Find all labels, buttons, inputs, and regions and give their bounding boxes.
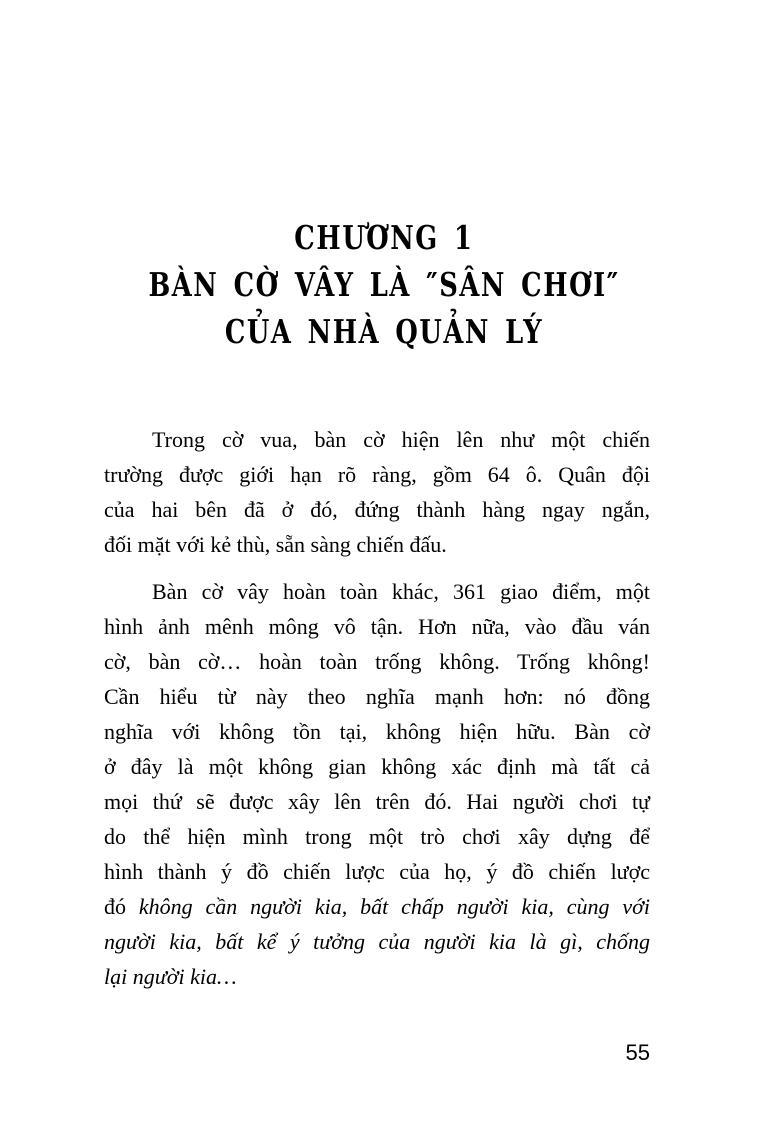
body-line — [104, 609, 650, 644]
body-text-segment: trường được giới hạn rõ ràng, gồm 64 ô. Quân đội — [104, 462, 650, 487]
chapter-title — [0, 214, 768, 355]
body-line — [104, 574, 650, 609]
body-text — [104, 422, 650, 994]
chapter-title-line — [0, 261, 768, 308]
body-text-segment: ở đây là một không gian không xác định mà tất cả — [104, 754, 650, 779]
body-line — [104, 924, 650, 959]
body-line — [104, 749, 650, 784]
body-line — [104, 959, 650, 994]
chapter-title-line — [0, 308, 768, 355]
body-text-segment: Trong cờ vua, bàn cờ hiện lên như một chiến — [152, 427, 650, 452]
body-text-italic: người kia, bất kể ý tưởng của người kia là gì, chống — [104, 929, 650, 954]
body-line — [104, 457, 650, 492]
chapter-title-text: BÀN CỜ VÂY LÀ ″SÂN CHƠI″ — [148, 265, 620, 304]
body-line — [104, 422, 650, 457]
body-line — [104, 527, 650, 562]
paragraph — [104, 574, 650, 994]
body-line — [104, 492, 650, 527]
body-line — [104, 784, 650, 819]
body-text-segment: hình thành ý đồ chiến lược của họ, ý đồ chiến lược — [104, 859, 650, 884]
body-text-segment: hình ảnh mênh mông vô tận. Hơn nữa, vào đầu ván — [104, 614, 650, 639]
body-text-segment: đó — [104, 894, 139, 919]
body-line — [104, 644, 650, 679]
body-line — [104, 819, 650, 854]
body-text-segment: cờ, bàn cờ… hoàn toàn trống không. Trống không! — [104, 649, 650, 674]
chapter-title-line — [0, 214, 768, 261]
page-number: 55 — [625, 1040, 650, 1065]
body-text-segment: Cần hiểu từ này theo nghĩa mạnh hơn: nó đồng — [104, 684, 650, 709]
body-text-segment: đối mặt với kẻ thù, sẵn sàng chiến đấu. — [104, 532, 447, 557]
chapter-title-text: CỦA NHÀ QUẢN LÝ — [224, 312, 544, 351]
body-text-segment: nghĩa với không tồn tại, không hiện hữu. Bàn cờ — [104, 719, 650, 744]
body-line — [104, 854, 650, 889]
body-line — [104, 889, 650, 924]
body-text-segment: do thể hiện mình trong một trò chơi xây dựng để — [104, 824, 650, 849]
body-line — [104, 679, 650, 714]
body-text-italic: lại người kia… — [104, 964, 237, 989]
chapter-title-text: CHƯƠNG 1 — [294, 218, 474, 257]
body-line — [104, 714, 650, 749]
paragraph — [104, 422, 650, 562]
body-text-segment: mọi thứ sẽ được xây lên trên đó. Hai người chơi tự — [104, 789, 650, 814]
body-text-segment: của hai bên đã ở đó, đứng thành hàng ngay ngắn, — [104, 497, 650, 522]
body-text-italic: không cần người kia, bất chấp người kia, cùng với — [138, 894, 650, 919]
body-text-segment: Bàn cờ vây hoàn toàn khác, 361 giao điểm, một — [152, 579, 650, 604]
